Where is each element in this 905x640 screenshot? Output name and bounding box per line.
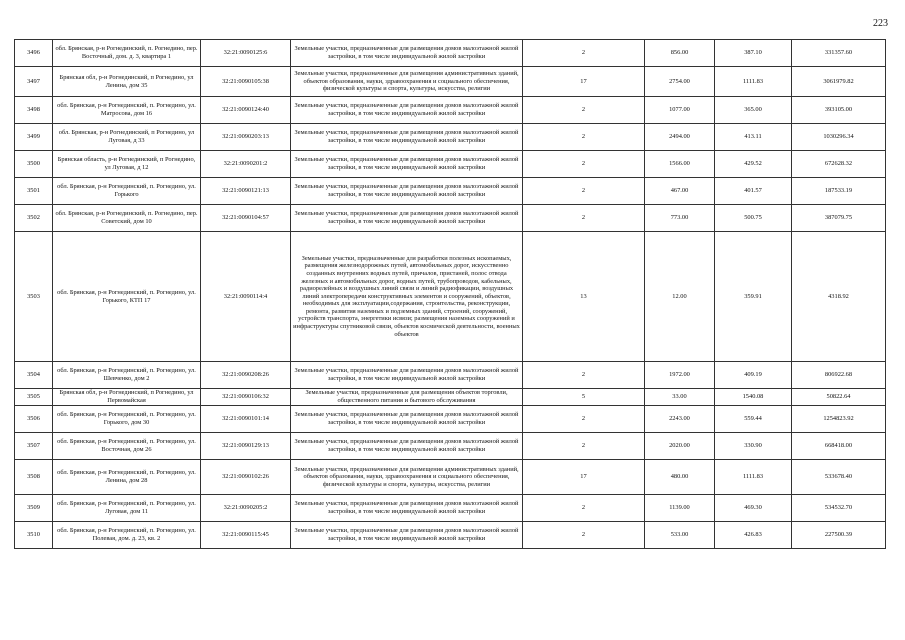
row-number-cell: 3510 — [15, 522, 53, 549]
row-number-cell: 3505 — [15, 389, 53, 406]
area-cell: 1566.00 — [645, 151, 715, 178]
area-cell: 2494.00 — [645, 124, 715, 151]
category-code-cell: 17 — [523, 460, 645, 495]
cadastral-number-cell: 32:21:0090114:4 — [201, 232, 291, 362]
row-number-cell: 3508 — [15, 460, 53, 495]
cadastral-number-cell: 32:21:0090106:32 — [201, 389, 291, 406]
cadastral-number-cell: 32:21:0090104:57 — [201, 205, 291, 232]
table-row — [15, 232, 886, 362]
area-cell: 2754.00 — [645, 67, 715, 97]
cadastral-number-cell: 32:21:0090201:2 — [201, 151, 291, 178]
land-registry-table — [14, 39, 886, 549]
row-number-cell: 3497 — [15, 67, 53, 97]
table-row — [15, 406, 886, 433]
address-cell: обл. Брянская, р-н Рогнединский, п. Рогнедино, ул. Горького, дом 30 — [53, 406, 201, 433]
area-cell: 33.00 — [645, 389, 715, 406]
cadastral-number-cell: 32:21:0090101:14 — [201, 406, 291, 433]
category-code-cell: 2 — [523, 433, 645, 460]
area-cell: 467.00 — [645, 178, 715, 205]
row-number-cell: 3509 — [15, 495, 53, 522]
category-code-cell: 2 — [523, 151, 645, 178]
table-row — [15, 522, 886, 549]
row-number-cell: 3502 — [15, 205, 53, 232]
cadastral-value-cell: 387079.75 — [792, 205, 886, 232]
table-row — [15, 124, 886, 151]
cadastral-value-cell: 534532.70 — [792, 495, 886, 522]
specific-value-cell: 413.11 — [715, 124, 792, 151]
address-cell: обл. Брянская, р-н Рогнединский, п. Рогнедино, ул. Ленина, дом 28 — [53, 460, 201, 495]
specific-value-cell: 330.90 — [715, 433, 792, 460]
table-body — [15, 40, 886, 549]
permitted-use-cell: Земельные участки, предназначенные для размещения административных зданий, объектов образования, науки, здравоохранения и социального обеспечения, физической культуры и спорта, культуры, искусства, религии — [291, 67, 523, 97]
permitted-use-cell: Земельные участки, предназначенные для размещения домов малоэтажной жилой застройки, в том числе индивидуальной жилой застройки — [291, 495, 523, 522]
table-row — [15, 495, 886, 522]
specific-value-cell: 429.52 — [715, 151, 792, 178]
permitted-use-cell: Земельные участки, предназначенные для размещения домов малоэтажной жилой застройки, в том числе индивидуальной жилой застройки — [291, 205, 523, 232]
row-number-cell: 3506 — [15, 406, 53, 433]
cadastral-value-cell: 3061979.82 — [792, 67, 886, 97]
table-row — [15, 40, 886, 67]
address-cell: обл. Брянская, р-н Рогнединский, п. Рогнедино, пер. Советский, дом 10 — [53, 205, 201, 232]
table-row — [15, 97, 886, 124]
area-cell: 480.00 — [645, 460, 715, 495]
area-cell: 12.00 — [645, 232, 715, 362]
area-cell: 773.00 — [645, 205, 715, 232]
category-code-cell: 2 — [523, 124, 645, 151]
address-cell: обл. Брянская, р-н Рогнединский, п. Рогнедино, ул. Полевая, дом. д. 23, кв. 2 — [53, 522, 201, 549]
area-cell: 2243.00 — [645, 406, 715, 433]
row-number-cell: 3501 — [15, 178, 53, 205]
permitted-use-cell: Земельные участки, предназначенные для размещения домов малоэтажной жилой застройки, в том числе индивидуальной жилой застройки — [291, 178, 523, 205]
permitted-use-cell: Земельные участки, предназначенные для разработки полезных ископаемых, размещения железнодорожных путей, автомобильных дорог, искусственно созданных внутренних водных путей, причалов, пристаней, полос отвода железных и автомобильных дорог, водных путей, трубопроводов, кабельных, радиорелейных и воздушных линий связи и линий радиофикации, воздушных линий электропередачи конструктивных элементов и сооружений, объектов, необходимых для эксплуатации,содержания, строительства, реконструкции, ремонта, развития наземных и подземных зданий, строений, сооружений, устройств транспорта, энергетики исвязи; размещения наземных сооружений и инфраструктуры спутниковой связи, объектов космической деятельности, военных объектов — [291, 232, 523, 362]
cadastral-number-cell: 32:21:0090205:2 — [201, 495, 291, 522]
category-code-cell: 2 — [523, 362, 645, 389]
table-row — [15, 151, 886, 178]
cadastral-number-cell: 32:21:0090102:26 — [201, 460, 291, 495]
table-row — [15, 433, 886, 460]
address-cell: Брянская область, р-н Рогнединский, п Рогнедино, ул Луговая, д 12 — [53, 151, 201, 178]
table-row — [15, 67, 886, 97]
specific-value-cell: 387.10 — [715, 40, 792, 67]
table-row — [15, 178, 886, 205]
permitted-use-cell: Земельные участки, предназначенные для размещения домов малоэтажной жилой застройки, в том числе индивидуальной жилой застройки — [291, 151, 523, 178]
row-number-cell: 3496 — [15, 40, 53, 67]
row-number-cell: 3503 — [15, 232, 53, 362]
address-cell: обл. Брянская, р-н Рогнединский, п. Рогнедино, ул. Матросова, дом 16 — [53, 97, 201, 124]
cadastral-value-cell: 1030296.34 — [792, 124, 886, 151]
specific-value-cell: 359.91 — [715, 232, 792, 362]
specific-value-cell: 409.19 — [715, 362, 792, 389]
permitted-use-cell: Земельные участки, предназначенные для размещения домов малоэтажной жилой застройки, в том числе индивидуальной жилой застройки — [291, 40, 523, 67]
area-cell: 1077.00 — [645, 97, 715, 124]
cadastral-value-cell: 331357.60 — [792, 40, 886, 67]
area-cell: 1972.00 — [645, 362, 715, 389]
permitted-use-cell: Земельные участки, предназначенные для размещения домов малоэтажной жилой застройки, в том числе индивидуальной жилой застройки — [291, 433, 523, 460]
cadastral-value-cell: 4318.92 — [792, 232, 886, 362]
permitted-use-cell: Земельные участки, предназначенные для размещения домов малоэтажной жилой застройки, в том числе индивидуальной жилой застройки — [291, 97, 523, 124]
address-cell: Брянская обл, р-н Рогнединский, п Рогнедино, ул Первомайская — [53, 389, 201, 406]
specific-value-cell: 365.00 — [715, 97, 792, 124]
address-cell: обл. Брянская, р-н Рогнединский, п. Рогнедино, пер. Восточный, дом. д. 3, квартира 1 — [53, 40, 201, 67]
cadastral-value-cell: 1254823.92 — [792, 406, 886, 433]
cadastral-value-cell: 806922.68 — [792, 362, 886, 389]
specific-value-cell: 559.44 — [715, 406, 792, 433]
category-code-cell: 2 — [523, 406, 645, 433]
row-number-cell: 3500 — [15, 151, 53, 178]
category-code-cell: 2 — [523, 522, 645, 549]
table-row — [15, 460, 886, 495]
cadastral-number-cell: 32:21:0090124:40 — [201, 97, 291, 124]
permitted-use-cell: Земельные участки, предназначенные для размещения домов малоэтажной жилой застройки, в том числе индивидуальной жилой застройки — [291, 522, 523, 549]
cadastral-number-cell: 32:21:0090105:38 — [201, 67, 291, 97]
row-number-cell: 3499 — [15, 124, 53, 151]
address-cell: обл. Брянская, р-н Рогнединский, п Рогнедино, ул Луговая, д 33 — [53, 124, 201, 151]
specific-value-cell: 500.75 — [715, 205, 792, 232]
cadastral-value-cell: 668418.00 — [792, 433, 886, 460]
cadastral-value-cell: 187533.19 — [792, 178, 886, 205]
category-code-cell: 13 — [523, 232, 645, 362]
area-cell: 1139.00 — [645, 495, 715, 522]
cadastral-value-cell: 533678.40 — [792, 460, 886, 495]
cadastral-number-cell: 32:21:0090129:13 — [201, 433, 291, 460]
specific-value-cell: 1540.08 — [715, 389, 792, 406]
specific-value-cell: 401.57 — [715, 178, 792, 205]
cadastral-number-cell: 32:21:0090121:13 — [201, 178, 291, 205]
specific-value-cell: 426.83 — [715, 522, 792, 549]
specific-value-cell: 1111.83 — [715, 460, 792, 495]
cadastral-number-cell: 32:21:0090115:45 — [201, 522, 291, 549]
permitted-use-cell: Земельные участки, предназначенные для размещения административных зданий, объектов образования, науки, здравоохранения и социального обеспечения, физической культуры и спорта, культуры, искусства, религии — [291, 460, 523, 495]
permitted-use-cell: Земельные участки, предназначенные для размещения домов малоэтажной жилой застройки, в том числе индивидуальной жилой застройки — [291, 406, 523, 433]
category-code-cell: 2 — [523, 178, 645, 205]
address-cell: обл. Брянская, р-н Рогнединский, п. Рогнедино, ул. Шевченко, дом 2 — [53, 362, 201, 389]
cadastral-value-cell: 227500.39 — [792, 522, 886, 549]
cadastral-value-cell: 393105.00 — [792, 97, 886, 124]
page-number: 223 — [873, 18, 888, 29]
area-cell: 533.00 — [645, 522, 715, 549]
category-code-cell: 5 — [523, 389, 645, 406]
table-row — [15, 205, 886, 232]
category-code-cell: 2 — [523, 40, 645, 67]
row-number-cell: 3498 — [15, 97, 53, 124]
permitted-use-cell: Земельные участки, предназначенные для размещения домов малоэтажной жилой застройки, в том числе индивидуальной жилой застройки — [291, 362, 523, 389]
address-cell: Брянская обл, р-н Рогнединский, п Рогнедино, ул Ленина, дом 35 — [53, 67, 201, 97]
permitted-use-cell: Земельные участки, предназначенные для размещения объектов торговли, общественного питания и бытового обслуживания — [291, 389, 523, 406]
table-row — [15, 389, 886, 406]
address-cell: обл. Брянская, р-н Рогнединский, п. Рогнедино, ул. Луговая, дом 11 — [53, 495, 201, 522]
specific-value-cell: 469.30 — [715, 495, 792, 522]
cadastral-value-cell: 50822.64 — [792, 389, 886, 406]
cadastral-value-cell: 672628.32 — [792, 151, 886, 178]
category-code-cell: 2 — [523, 495, 645, 522]
specific-value-cell: 1111.83 — [715, 67, 792, 97]
address-cell: обл. Брянская, р-н Рогнединский, п. Рогнедино, ул. Восточная, дом 26 — [53, 433, 201, 460]
cadastral-number-cell: 32:21:0090203:13 — [201, 124, 291, 151]
cadastral-number-cell: 32:21:0090208:26 — [201, 362, 291, 389]
category-code-cell: 2 — [523, 97, 645, 124]
area-cell: 856.00 — [645, 40, 715, 67]
address-cell: обл. Брянская, р-н Рогнединский, п. Рогнедино, ул. Горького — [53, 178, 201, 205]
row-number-cell: 3507 — [15, 433, 53, 460]
area-cell: 2020.00 — [645, 433, 715, 460]
address-cell: обл. Брянская, р-н Рогнединский, п. Рогнедино, ул. Горького, КТП 17 — [53, 232, 201, 362]
permitted-use-cell: Земельные участки, предназначенные для размещения домов малоэтажной жилой застройки, в том числе индивидуальной жилой застройки — [291, 124, 523, 151]
row-number-cell: 3504 — [15, 362, 53, 389]
category-code-cell: 2 — [523, 205, 645, 232]
table-row — [15, 362, 886, 389]
cadastral-number-cell: 32:21:0090125:6 — [201, 40, 291, 67]
category-code-cell: 17 — [523, 67, 645, 97]
